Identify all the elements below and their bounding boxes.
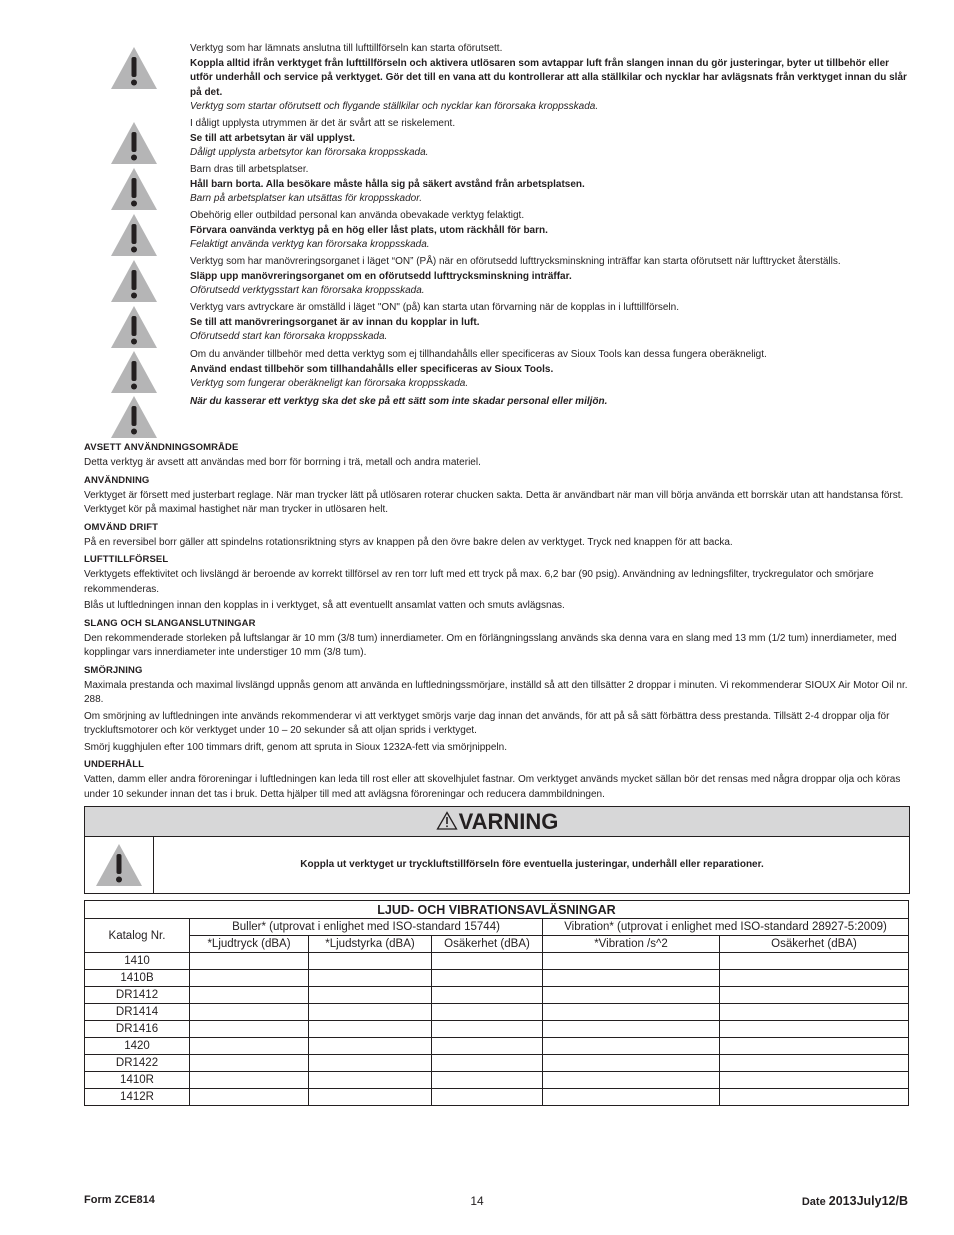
sub-header: *Ljudstyrka (dBA) — [309, 936, 432, 953]
warning-statement: Obehörig eller outbildad personal kan använda obevakade verktyg felaktigt. — [190, 210, 525, 221]
sub-header: *Ljudtryck (dBA) — [190, 936, 309, 953]
catalog-number: DR1412 — [85, 987, 190, 1004]
catalog-number: DR1422 — [85, 1055, 190, 1072]
varning-header — [85, 807, 909, 837]
catalog-number: DR1414 — [85, 1004, 190, 1021]
warning-consequence: Oförutsedd start kan förorsaka kroppsskada. — [190, 331, 388, 342]
table-row — [85, 1021, 909, 1038]
section-paragraph: Blås ut luftledningen innan den kopplas in i verktyget, så att eventuellt ansamlat vatten och smuts avlägsnas. — [84, 600, 565, 611]
vibration-group-header: Vibration* (utprovat i enlighet med ISO-standard 28927-5:2009) — [543, 919, 909, 936]
section-heading: OMVÄND DRIFT — [84, 521, 159, 533]
warning-triangle-icon — [110, 167, 158, 211]
warning-statement: I dåligt upplysta utrymmen är det är svårt att se riskelement. — [190, 118, 456, 129]
warning-consequence: Verktyg som startar oförutsett och flygande ställkilar och nycklar kan förorsaka kroppsskada. — [190, 101, 599, 112]
instruction-sections — [84, 440, 910, 804]
warning-triangle-icon — [110, 259, 158, 303]
warning-block — [190, 163, 910, 207]
warning-triangle-icon — [110, 305, 158, 349]
section-paragraph: Maximala prestanda och maximal livslängd uppnås genom att använda en luftledningssmörjare, inställd så att den tillsätter 2 droppar i minuten. Vi rekommenderar SIOUX Air Motor Oil nr. 288. — [84, 679, 908, 705]
catalog-number: DR1416 — [85, 1021, 190, 1038]
section-heading: SLANG OCH SLANGANSLUTNINGAR — [84, 617, 256, 629]
section-maintenance — [84, 757, 910, 802]
warning-block — [190, 255, 910, 299]
table-row — [85, 987, 909, 1004]
warning-block — [190, 395, 910, 410]
warning-block — [190, 209, 910, 253]
warning-statement: Barn dras till arbetsplatser. — [190, 164, 309, 175]
table-row — [85, 970, 909, 987]
section-reverse — [84, 520, 910, 551]
catalog-number: 1410R — [85, 1072, 190, 1089]
catalog-header: Katalog Nr. — [85, 919, 190, 953]
section-paragraph: Verktygets effektivitet och livslängd är beroende av korrekt tillförsel av ren torr luft med ett tryck på max. 6,2 bar (90 psig). Användning av ledningsfilter, tryckregulator och smörjare rekommenderas. — [84, 569, 874, 595]
varning-icon-cell — [85, 837, 154, 893]
warning-triangle-icon — [110, 46, 158, 90]
warning-consequence: Felaktigt använda verktyg kan förorsaka kroppsskada. — [190, 239, 430, 250]
warning-block — [190, 42, 910, 115]
section-heading: SMÖRJNING — [84, 664, 143, 676]
warning-instruction: Förvara oanvända verktyg på en hög eller låst plats, utom räckhåll för barn. — [190, 224, 548, 236]
table-row — [85, 1038, 909, 1055]
warning-triangle-icon — [110, 213, 158, 257]
warning-consequence: Verktyg som fungerar oberäkneligt kan förorsaka kroppsskada. — [190, 378, 469, 389]
section-lubrication — [84, 663, 910, 756]
varning-message: Koppla ut verktyget ur tryckluftstillförseln före eventuella justeringar, underhåll eller reparationer. — [300, 859, 764, 870]
section-usage — [84, 473, 910, 518]
section-paragraph: På en reversibel borr gäller att spindelns rotationsriktning styrs av knappen på den övre bakre delen av verktyget. Tryck ned knappen för att backa. — [84, 536, 733, 548]
catalog-number: 1410 — [85, 953, 190, 970]
section-intended-use — [84, 440, 910, 471]
table-row — [85, 1055, 909, 1072]
noise-group-header: Buller* (utprovat i enlighet med ISO-standard 15744) — [190, 919, 543, 936]
catalog-number: 1420 — [85, 1038, 190, 1055]
table-title: LJUD- OCH VIBRATIONSAVLÄSNINGAR — [85, 901, 909, 919]
sub-header: *Vibration /s^2 — [543, 936, 720, 953]
date-label: Date — [801, 1196, 826, 1208]
warning-instruction: Se till att manövreringsorganet är av innan du kopplar in luft. — [190, 316, 480, 328]
document-date — [802, 1194, 908, 1208]
warning-instruction: Släpp upp manövreringsorganet om en oförutsedd lufttrycksminskning inträffar. — [190, 270, 572, 282]
warning-triangle-icon — [110, 121, 158, 165]
section-heading: UNDERHÅLL — [84, 759, 145, 770]
warning-statement: Verktyg vars avtryckare är omställd i läget "ON" (på) kan starta utan förvarning när de kopplas in i lufttillförseln. — [190, 302, 679, 313]
varning-box — [84, 806, 910, 894]
warning-instruction: Se till att arbetsytan är väl upplyst. — [190, 132, 356, 144]
section-heading: ANVÄNDNING — [84, 474, 150, 486]
warning-instruction: Använd endast tillbehör som tillhandahålls eller specificeras av Sioux Tools. — [190, 363, 554, 375]
form-number: Form ZCE814 — [84, 1194, 155, 1206]
warning-outline-icon — [436, 811, 458, 830]
section-heading: AVSETT ANVÄNDNINGSOMRÅDE — [84, 442, 239, 453]
section-heading: LUFTTILLFÖRSEL — [84, 554, 169, 565]
warning-triangle-icon — [110, 350, 158, 394]
section-paragraph: Detta verktyg är avsett att användas med borr för borrning i trä, metall och andra materiel. — [84, 457, 481, 468]
section-paragraph: Vatten, damm eller andra föroreningar i luftledningen kan leda till rost eller att skovelhjulet fastnar. Om verktyget används mycket sällan bör det rensas med några droppar olja och köras under 10 sekunder innan det tas i bruk. Detta hjälper till med att avlägsna föroreningar och reducera dammbildningen. — [84, 774, 901, 800]
varning-title: VARNING — [458, 809, 559, 834]
warning-statement: Verktyg som har lämnats anslutna till lufttillförseln kan starta oförutsett. — [190, 43, 503, 54]
section-paragraph: Den rekommenderade storleken på luftslangar är 10 mm (3/8 tum) innerdiameter. Om en förlängningsslang används ska denna vara en slang med 13 mm (1/2 tum) innerdiameter, med kopplingar vars innerdiameter inte understiger 10 mm (3/8 tum). — [84, 632, 897, 658]
warning-block — [190, 301, 910, 345]
catalog-number: 1412R — [85, 1089, 190, 1106]
warning-block — [190, 117, 910, 161]
section-paragraph: Verktyget är försett med justerbart reglage. När man trycker lätt på utlösaren roterar chucken sakta. Detta är användbart när man vill börja använda ett borrskär utan att handstansa först. Verktyget kör på maximal hastighet när man trycker in utlösaren helt. — [84, 489, 904, 515]
table-row — [85, 1072, 909, 1089]
date-value: 2013July12/B — [828, 1194, 908, 1208]
warning-instruction: Koppla alltid ifrån verktyget från lufttillförseln och aktivera utlösaren som avtappar luft från slangen innan du gör justeringar, byter ut tillbehör eller utför underhåll och service på verktyget. Gör det till en vana att du kontrollerar att alla ställkilar och nycklar har avlägsnats från verktyget innan du slår på det. — [190, 57, 907, 98]
warning-consequence: Oförutsedd verktygsstart kan förorsaka kroppsskada. — [190, 285, 425, 296]
warning-triangle-icon — [110, 395, 158, 439]
table-row — [85, 1089, 909, 1106]
warning-triangle-icon — [95, 843, 143, 887]
section-paragraph: Om smörjning av luftledningen inte används rekommenderar vi att verktyget smörjs varje dag innan det används, för att på så sätt förbättra dess prestanda. Tillsätt 2-4 droppar olja för tryckluftsmotorer och kör verktyget under 10 – 20 sekunder så att oljan sprids i verktyget. — [84, 710, 890, 736]
table-row — [85, 1004, 909, 1021]
warning-consequence: Barn på arbetsplatser kan utsättas för kroppsskador. — [190, 193, 422, 204]
warning-consequence: Dåligt upplysta arbetsytor kan förorsaka kroppsskada. — [190, 147, 429, 158]
warning-statement: Verktyg som har manövreringsorganet i läget “ON” (PÅ) när en oförutsedd lufttrycksminskning inträffar kan starta oförutsett när lufttrycket återställs. — [190, 256, 841, 267]
warning-instruction: Håll barn borta. Alla besökare måste hålla sig på säkert avstånd från arbetsplatsen. — [190, 178, 585, 190]
page-number: 14 — [470, 1194, 484, 1208]
section-hoses — [84, 616, 910, 661]
warning-statement: Om du använder tillbehör med detta verktyg som ej tillhandahålls eller specificeras av Sioux Tools kan dessa fungera oberäkneligt. — [190, 349, 767, 360]
disposal-instruction: När du kasserar ett verktyg ska det ske på ett sätt som inte skadar personal eller miljön. — [190, 396, 608, 407]
table-row — [85, 953, 909, 970]
section-air-supply — [84, 552, 910, 614]
catalog-number: 1410B — [85, 970, 190, 987]
sub-header: Osäkerhet (dBA) — [720, 936, 909, 953]
sub-header: Osäkerhet (dBA) — [432, 936, 543, 953]
section-paragraph: Smörj kugghjulen efter 100 timmars drift, genom att spruta in Sioux 1232A-fett via smörjnippeln. — [84, 741, 507, 753]
sound-vibration-table — [84, 900, 909, 1106]
warning-block — [190, 348, 910, 392]
